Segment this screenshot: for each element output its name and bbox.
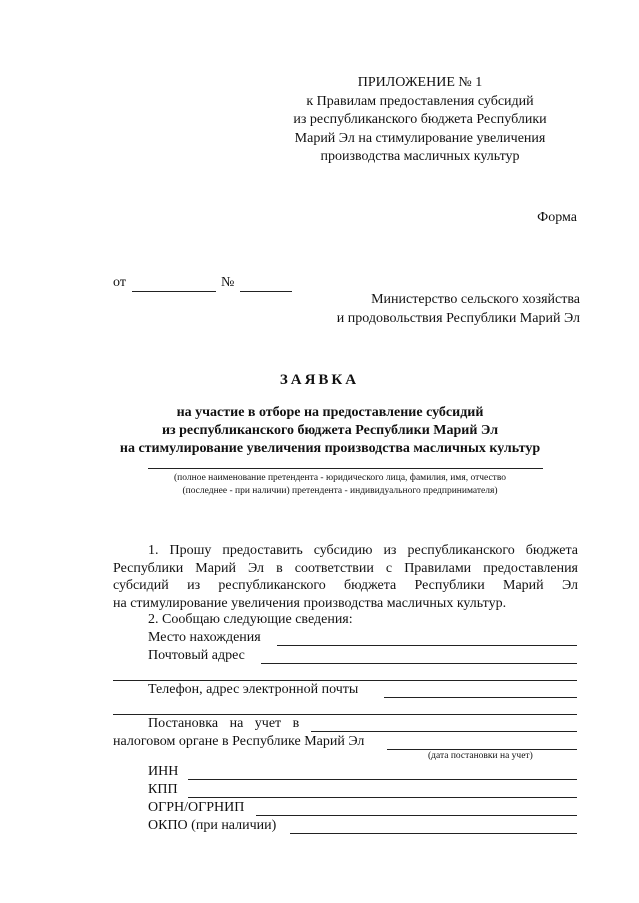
okpo-field[interactable]: [290, 833, 577, 834]
phone-email-field-continued[interactable]: [113, 714, 577, 715]
paragraph-line: на стимулирование увеличения производства масличных культур.: [113, 595, 507, 611]
postal-address-field-continued[interactable]: [113, 680, 577, 681]
phone-email-label: Телефон, адрес электронной почты: [148, 682, 359, 697]
registration-field[interactable]: [311, 731, 577, 732]
postal-address-field[interactable]: [261, 663, 577, 664]
location-field[interactable]: [277, 645, 577, 646]
registration-date-field[interactable]: [387, 749, 577, 750]
appendix-header: [260, 74, 580, 167]
note-line: (полное наименование претендента - юридического лица, фамилия, имя, отчество: [174, 473, 506, 483]
appendix-line: к Правилам предоставления субсидий: [306, 93, 534, 109]
registration-date-note: (дата постановки на учет): [428, 751, 533, 761]
location-label: Место нахождения: [148, 630, 261, 645]
appendix-line: Марий Эл на стимулирование увеличения: [294, 130, 546, 146]
date-label: от: [113, 275, 126, 290]
number-field[interactable]: [240, 291, 292, 292]
date-field[interactable]: [132, 291, 216, 292]
applicant-name-field[interactable]: [148, 468, 543, 469]
paragraph-line: Республики Марий Эл в соответствии с Правилами предоставления: [113, 560, 578, 576]
appendix-line: производства масличных культур: [320, 149, 520, 164]
note-line: (последнее - при наличии) претендента - индивидуального предпринимателя): [182, 486, 498, 496]
paragraph-line: 1. Прошу предоставить субсидию из республиканского бюджета: [148, 543, 578, 558]
subtitle-line: на стимулирование увеличения производства масличных культур: [119, 441, 541, 456]
document-title: ЗАЯВКА: [279, 372, 360, 388]
details-heading: 2. Сообщаю следующие сведения:: [148, 612, 353, 627]
registration-label-continued: налоговом органе в Республике Марий Эл: [113, 734, 365, 749]
kpp-label: КПП: [148, 782, 178, 797]
number-label: №: [221, 275, 235, 290]
subtitle-line: из республиканского бюджета Республики Марий Эл: [161, 423, 499, 438]
ogrn-label: ОГРН/ОГРНИП: [148, 800, 245, 815]
appendix-line: из республиканского бюджета Республики: [293, 112, 547, 127]
subtitle-line: на участие в отборе на предоставление субсидий: [176, 405, 484, 420]
ministry-line: Министерство сельского хозяйства: [371, 292, 580, 307]
inn-label: ИНН: [148, 764, 179, 779]
ministry-line: и продовольствия Республики Марий Эл: [336, 311, 580, 326]
inn-field[interactable]: [188, 779, 577, 780]
registration-label: Постановка на учет в: [148, 716, 300, 731]
applicant-name-note: [130, 472, 550, 498]
kpp-field[interactable]: [188, 797, 577, 798]
phone-email-field[interactable]: [384, 697, 577, 698]
okpo-label: ОКПО (при наличии): [148, 818, 277, 833]
form-label: Форма: [537, 210, 577, 225]
paragraph-line: субсидий из республиканского бюджета Республики Марий Эл: [113, 578, 578, 593]
appendix-number: ПРИЛОЖЕНИЕ № 1: [357, 75, 483, 90]
addressee: [300, 290, 580, 328]
ogrn-field[interactable]: [256, 815, 577, 816]
postal-address-label: Почтовый адрес: [148, 648, 245, 663]
document-subtitle: [80, 404, 580, 458]
request-paragraph: [113, 542, 578, 612]
